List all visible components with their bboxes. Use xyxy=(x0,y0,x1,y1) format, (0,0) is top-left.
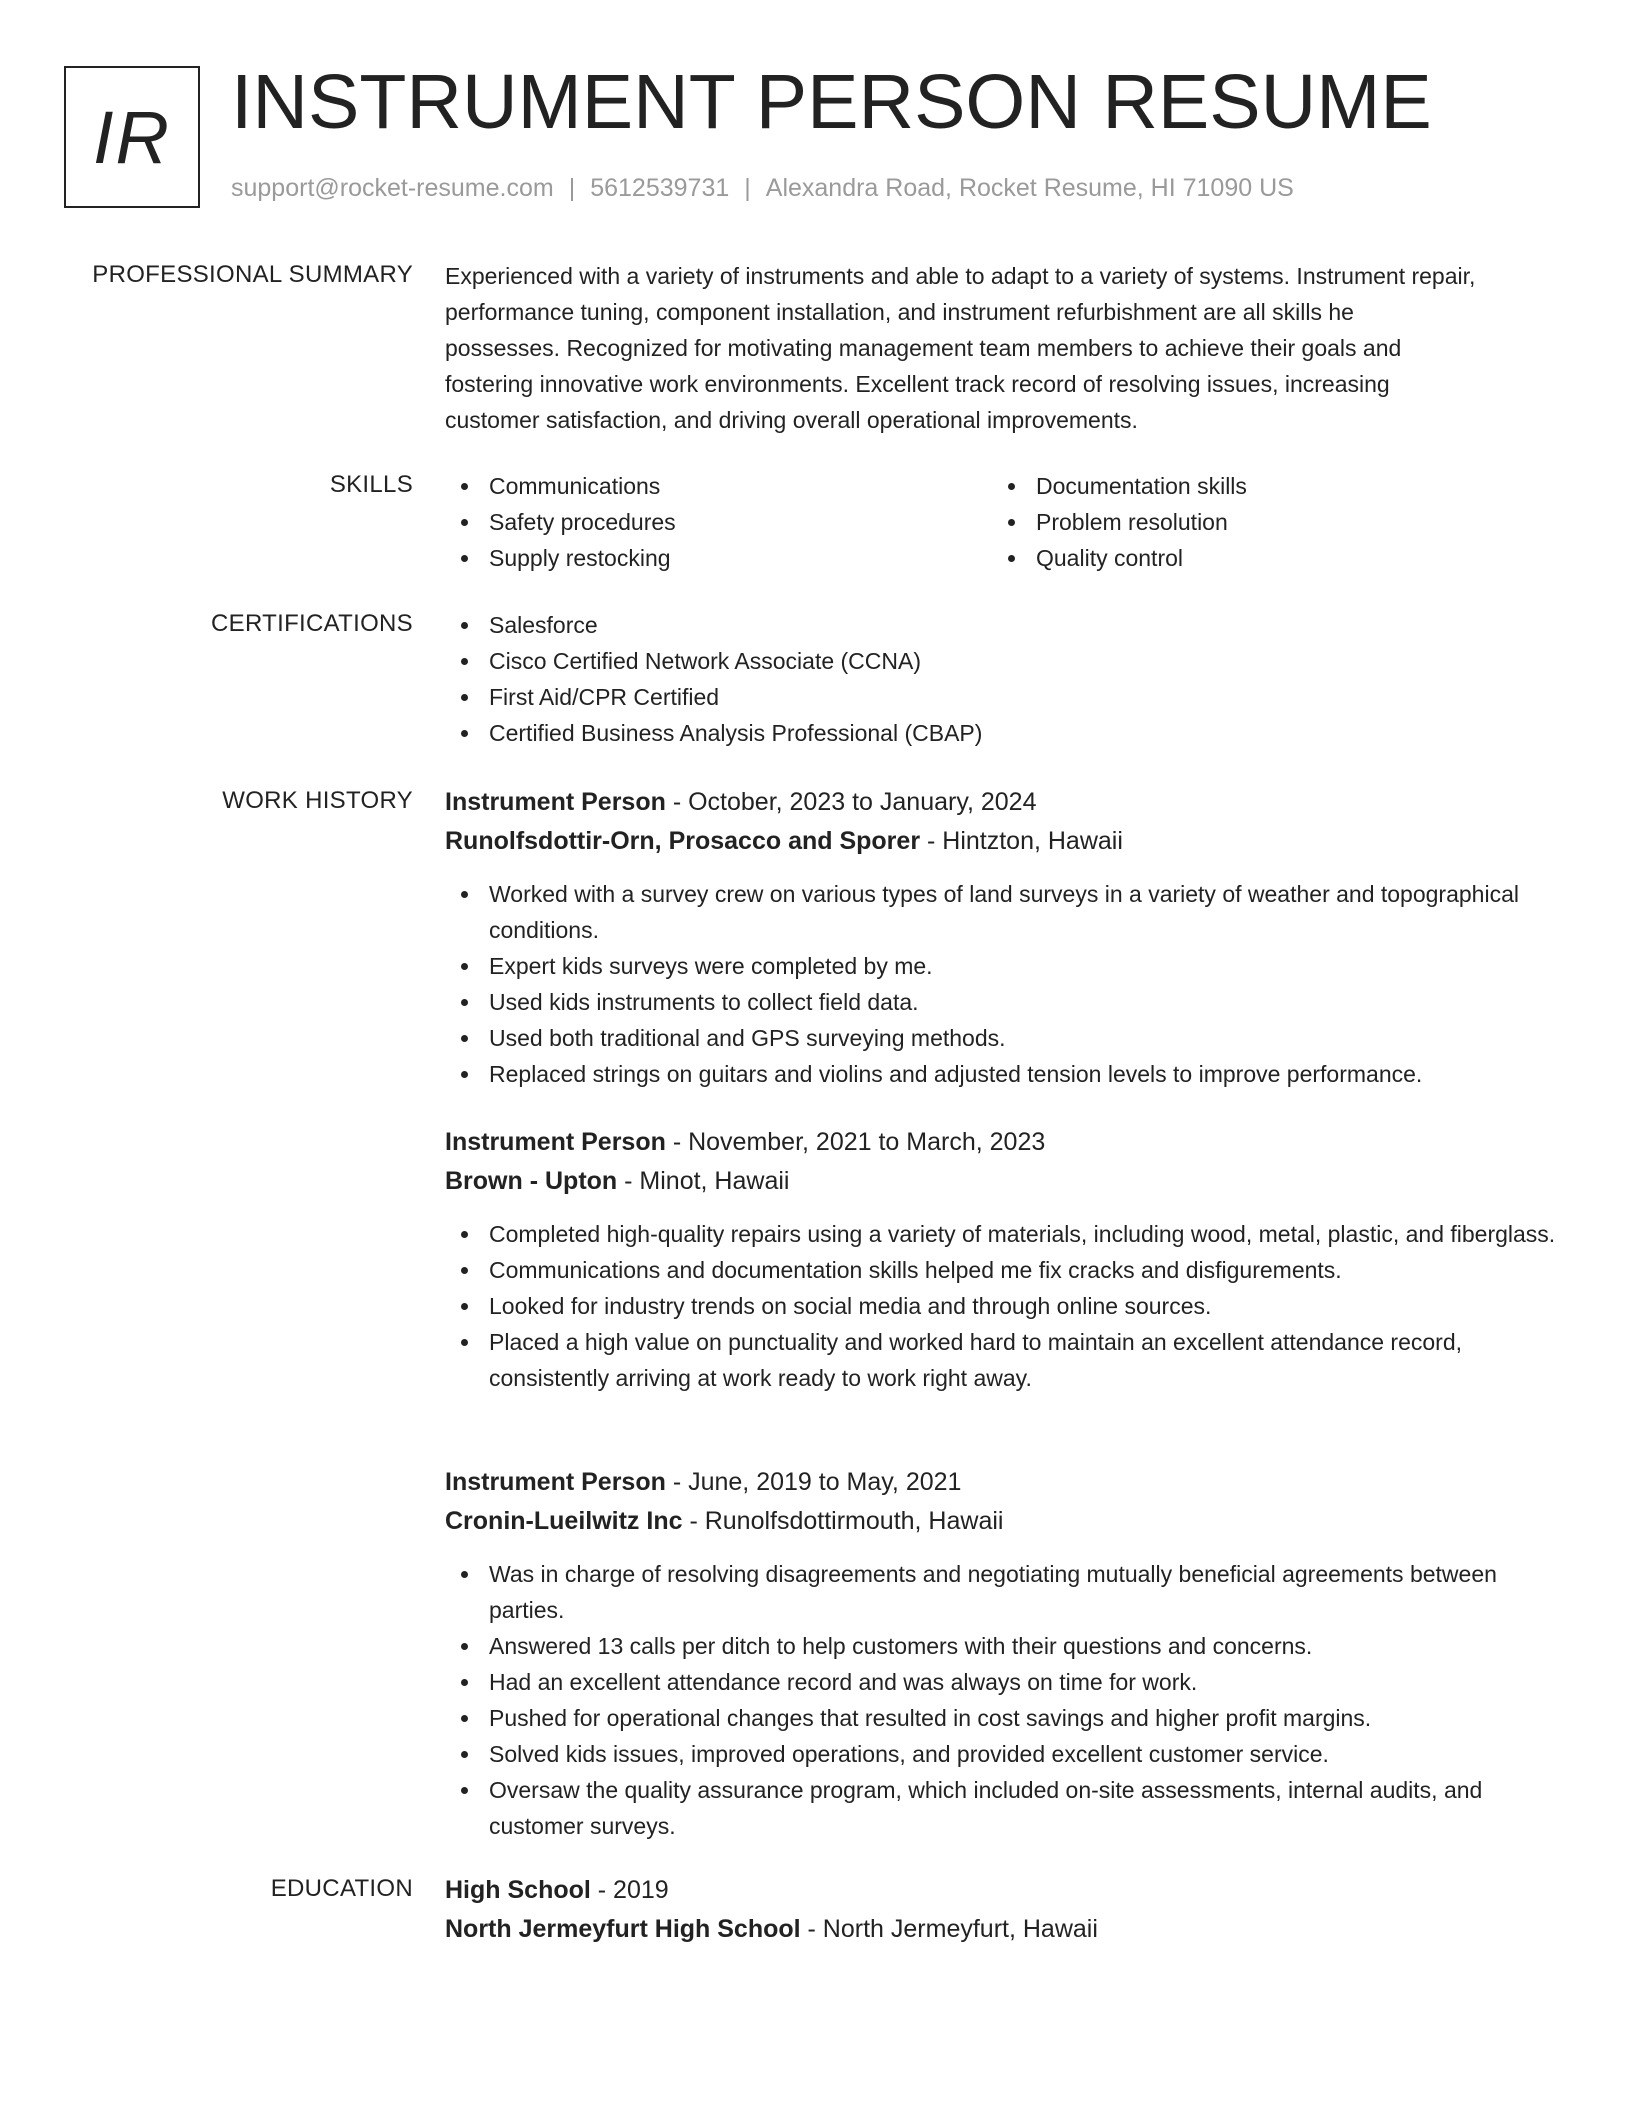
certification-item: First Aid/CPR Certified xyxy=(445,679,1560,715)
job-title-line xyxy=(445,1123,1560,1162)
job-company-line xyxy=(445,1162,1560,1201)
job-duty-item: Replaced strings on guitars and violins and adjusted tension levels to improve performance. xyxy=(445,1056,1560,1092)
job-company: Runolfsdottir-Orn, Prosacco and Sporer xyxy=(445,827,921,855)
education-year: - 2019 xyxy=(590,1876,669,1904)
section-label-certifications: CERTIFICATIONS xyxy=(211,610,413,637)
job-location: - Hintzton, Hawaii xyxy=(920,827,1123,855)
summary-line: performance tuning, component installation, and instrument refurbishment are all skills he xyxy=(445,299,1354,325)
job-duty-item: Oversaw the quality assurance program, which included on-site assessments, internal audits, and customer surveys. xyxy=(445,1772,1560,1844)
education-degree: High School xyxy=(445,1876,591,1904)
monogram-logo xyxy=(64,66,200,208)
skill-item: Documentation skills xyxy=(992,468,1539,504)
skills-list-right xyxy=(992,468,1539,576)
education-degree-line xyxy=(445,1871,1560,1910)
contact-line xyxy=(231,174,1294,203)
education-school: North Jermeyfurt High School xyxy=(445,1915,801,1943)
job-duty-item: Had an excellent attendance record and was always on time for work. xyxy=(445,1664,1560,1700)
summary-line: fostering innovative work environments. Excellent track record of resolving issues, increasing xyxy=(445,371,1390,397)
job-dates: - October, 2023 to January, 2024 xyxy=(665,788,1037,816)
job-entry xyxy=(445,1123,1560,1396)
skill-item: Quality control xyxy=(992,540,1539,576)
summary-text xyxy=(445,258,1560,438)
certification-item: Cisco Certified Network Associate (CCNA) xyxy=(445,643,1560,679)
job-duties xyxy=(445,876,1560,1092)
certification-item: Certified Business Analysis Professional (CBAP) xyxy=(445,715,1560,751)
job-duty-item: Placed a high value on punctuality and worked hard to maintain an excellent attendance record, consistently arriving at work ready to work right away. xyxy=(445,1324,1560,1396)
contact-phone: 5612539731 xyxy=(590,174,730,202)
skill-item: Supply restocking xyxy=(445,540,992,576)
job-duties xyxy=(445,1556,1560,1844)
certifications-body xyxy=(445,607,1560,751)
education-entry xyxy=(445,1871,1560,1949)
job-duty-item: Completed high-quality repairs using a variety of materials, including wood, metal, plastic, and fiberglass. xyxy=(445,1216,1560,1252)
job-dates: - November, 2021 to March, 2023 xyxy=(665,1128,1046,1156)
section-label-skills: SKILLS xyxy=(329,471,413,498)
job-duty-item: Solved kids issues, improved operations, and provided excellent customer service. xyxy=(445,1736,1560,1772)
job-company: Cronin-Lueilwitz Inc xyxy=(445,1507,683,1535)
job-company-line xyxy=(445,1502,1560,1541)
monogram-initials: IR xyxy=(93,95,171,179)
resume-title: INSTRUMENT PERSON RESUME xyxy=(231,59,1432,145)
contact-email: support@rocket-resume.com xyxy=(231,174,554,202)
contact-separator: | xyxy=(744,174,751,202)
job-duty-item: Used both traditional and GPS surveying methods. xyxy=(445,1020,1560,1056)
job-entry xyxy=(445,783,1560,1092)
job-duty-item: Expert kids surveys were completed by me. xyxy=(445,948,1560,984)
job-duty-item: Used kids instruments to collect field data. xyxy=(445,984,1560,1020)
job-dates: - June, 2019 to May, 2021 xyxy=(665,1468,962,1496)
contact-separator: | xyxy=(568,174,576,202)
certification-item: Salesforce xyxy=(445,607,1560,643)
skill-item: Problem resolution xyxy=(992,504,1539,540)
job-duty-item: Worked with a survey crew on various types of land surveys in a variety of weather and topographical conditions. xyxy=(445,876,1560,948)
job-title: Instrument Person xyxy=(445,788,666,816)
job-duties xyxy=(445,1216,1560,1396)
skills-list-left xyxy=(445,468,992,576)
contact-address: Alexandra Road, Rocket Resume, HI 71090 US xyxy=(765,174,1294,202)
job-company: Brown - Upton xyxy=(445,1167,618,1195)
skills-grid xyxy=(445,468,1560,576)
certifications-list xyxy=(445,607,1560,751)
job-location: - Runolfsdottirmouth, Hawaii xyxy=(682,1507,1004,1535)
job-entry xyxy=(445,1463,1560,1844)
job-duty-item: Answered 13 calls per ditch to help customers with their questions and concerns. xyxy=(445,1628,1560,1664)
job-title: Instrument Person xyxy=(445,1468,666,1496)
job-title-line xyxy=(445,783,1560,822)
job-duty-item: Was in charge of resolving disagreements and negotiating mutually beneficial agreements between parties. xyxy=(445,1556,1560,1628)
section-label-work-history: WORK HISTORY xyxy=(222,787,413,814)
section-label-summary: PROFESSIONAL SUMMARY xyxy=(92,261,413,288)
job-duty-item: Looked for industry trends on social media and through online sources. xyxy=(445,1288,1560,1324)
skill-item: Safety procedures xyxy=(445,504,992,540)
summary-line: customer satisfaction, and driving overall operational improvements. xyxy=(445,407,1138,433)
section-label-education: EDUCATION xyxy=(270,1875,413,1902)
summary-line: possesses. Recognized for motivating management team members to achieve their goals and xyxy=(445,335,1402,361)
education-school-line xyxy=(445,1910,1560,1949)
job-title-line xyxy=(445,1463,1560,1502)
job-title: Instrument Person xyxy=(445,1128,666,1156)
job-company-line xyxy=(445,822,1560,861)
summary-line: Experienced with a variety of instruments and able to adapt to a variety of systems. Instrument repair, xyxy=(445,263,1476,289)
job-duty-item: Communications and documentation skills helped me fix cracks and disfigurements. xyxy=(445,1252,1560,1288)
skill-item: Communications xyxy=(445,468,992,504)
job-duty-item: Pushed for operational changes that resulted in cost savings and higher profit margins. xyxy=(445,1700,1560,1736)
education-location: - North Jermeyfurt, Hawaii xyxy=(800,1915,1098,1943)
job-location: - Minot, Hawaii xyxy=(617,1167,790,1195)
